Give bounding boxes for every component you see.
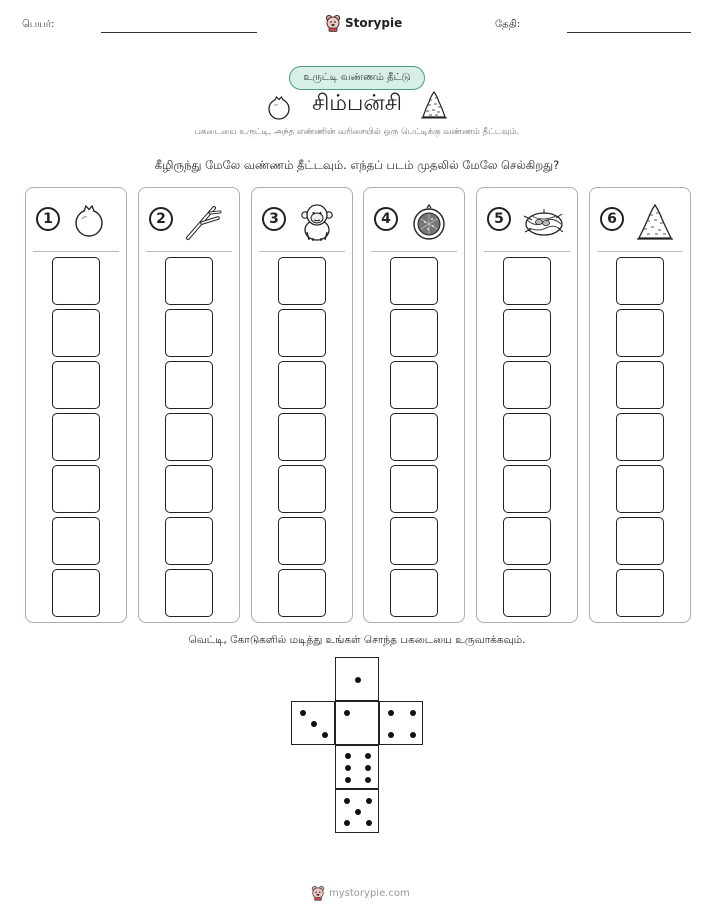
color-box[interactable] (390, 257, 438, 305)
color-box[interactable] (165, 257, 213, 305)
color-box[interactable] (52, 465, 100, 513)
color-box[interactable] (165, 309, 213, 357)
color-box[interactable] (390, 309, 438, 357)
storypie-bear-icon (311, 885, 325, 901)
color-box[interactable] (616, 257, 664, 305)
worksheet-header (0, 0, 714, 46)
color-box[interactable] (278, 465, 326, 513)
color-box[interactable] (616, 569, 664, 617)
color-box[interactable] (503, 257, 551, 305)
color-box[interactable] (503, 309, 551, 357)
color-box[interactable] (52, 413, 100, 461)
race-column-2 (138, 187, 240, 623)
fig-icon (409, 202, 449, 242)
color-box[interactable] (616, 517, 664, 565)
date-field[interactable] (567, 32, 691, 33)
color-box[interactable] (616, 465, 664, 513)
termite-mound-icon (635, 202, 675, 242)
subtitle: பகடையை உருட்டி, அந்த எண்ணின் வரிசையில் ஒரு பெட்டிக்கு வண்ணம் தீட்டவும். (194, 127, 520, 137)
color-box[interactable] (503, 569, 551, 617)
color-box[interactable] (165, 413, 213, 461)
color-box[interactable] (165, 361, 213, 409)
color-box[interactable] (616, 413, 664, 461)
race-column-4 (363, 187, 465, 623)
race-column-1 (25, 187, 127, 623)
chimpanzee-icon (297, 202, 337, 242)
stick-icon (184, 202, 224, 242)
color-box[interactable] (503, 413, 551, 461)
color-box[interactable] (278, 517, 326, 565)
brand-logo (325, 13, 402, 33)
color-box[interactable] (390, 361, 438, 409)
column-number: 5 (487, 207, 511, 231)
date-label: தேதி: (495, 19, 521, 30)
color-box[interactable] (278, 309, 326, 357)
footer (311, 885, 410, 901)
color-box[interactable] (52, 361, 100, 409)
race-column-3 (251, 187, 353, 623)
race-column-5 (476, 187, 578, 623)
color-box[interactable] (503, 465, 551, 513)
column-header (26, 188, 126, 252)
color-box[interactable] (278, 257, 326, 305)
color-box[interactable] (390, 465, 438, 513)
die-face-5 (335, 789, 379, 833)
column-divider (33, 251, 119, 252)
die-face-6 (335, 745, 379, 789)
column-number: 4 (374, 207, 398, 231)
column-divider (146, 251, 232, 252)
column-number: 6 (600, 207, 624, 231)
color-box[interactable] (278, 361, 326, 409)
color-box[interactable] (52, 569, 100, 617)
brand-name: Storypie (345, 16, 403, 30)
color-box[interactable] (52, 309, 100, 357)
color-box[interactable] (503, 361, 551, 409)
column-header (590, 188, 690, 252)
color-box[interactable] (165, 569, 213, 617)
activity-tag: உருட்டி வண்ணம் தீட்டு (289, 66, 425, 90)
color-box[interactable] (165, 517, 213, 565)
die-face-4 (379, 701, 423, 745)
footer-url[interactable]: mystorypie.com (329, 887, 410, 899)
color-box[interactable] (52, 257, 100, 305)
page-title: சிம்பன்சி (312, 91, 402, 116)
die-face-1 (335, 657, 379, 701)
column-divider (597, 251, 683, 252)
column-header (252, 188, 352, 252)
color-box[interactable] (503, 517, 551, 565)
nest-icon (522, 202, 566, 242)
color-box[interactable] (616, 361, 664, 409)
column-divider (371, 251, 457, 252)
column-header (139, 188, 239, 252)
color-box[interactable] (278, 413, 326, 461)
column-header (364, 188, 464, 252)
die-face-3 (291, 701, 335, 745)
color-box[interactable] (390, 569, 438, 617)
column-number: 2 (149, 207, 173, 231)
color-box[interactable] (390, 413, 438, 461)
race-column-6 (589, 187, 691, 623)
termite-mound-icon (420, 90, 448, 120)
pomegranate-icon (71, 202, 107, 238)
column-divider (484, 251, 570, 252)
color-box[interactable] (52, 517, 100, 565)
color-box[interactable] (390, 517, 438, 565)
storypie-bear-icon (325, 14, 341, 32)
column-number: 3 (262, 207, 286, 231)
question: கீழிருந்து மேலே வண்ணம் தீட்டவும். எந்தப் படம் முதலில் மேலே செல்கிறது? (154, 158, 560, 172)
name-field[interactable] (101, 32, 257, 33)
die-instruction: வெட்டி, கோடுகளில் மடித்து உங்கள் சொந்த பகடையை உருவாக்கவும். (188, 634, 526, 646)
die-face-1 (335, 701, 379, 745)
name-label: பெயர்: (22, 19, 55, 30)
column-header (477, 188, 577, 252)
column-number: 1 (36, 207, 60, 231)
column-divider (259, 251, 345, 252)
color-box[interactable] (278, 569, 326, 617)
color-box[interactable] (165, 465, 213, 513)
color-box[interactable] (616, 309, 664, 357)
